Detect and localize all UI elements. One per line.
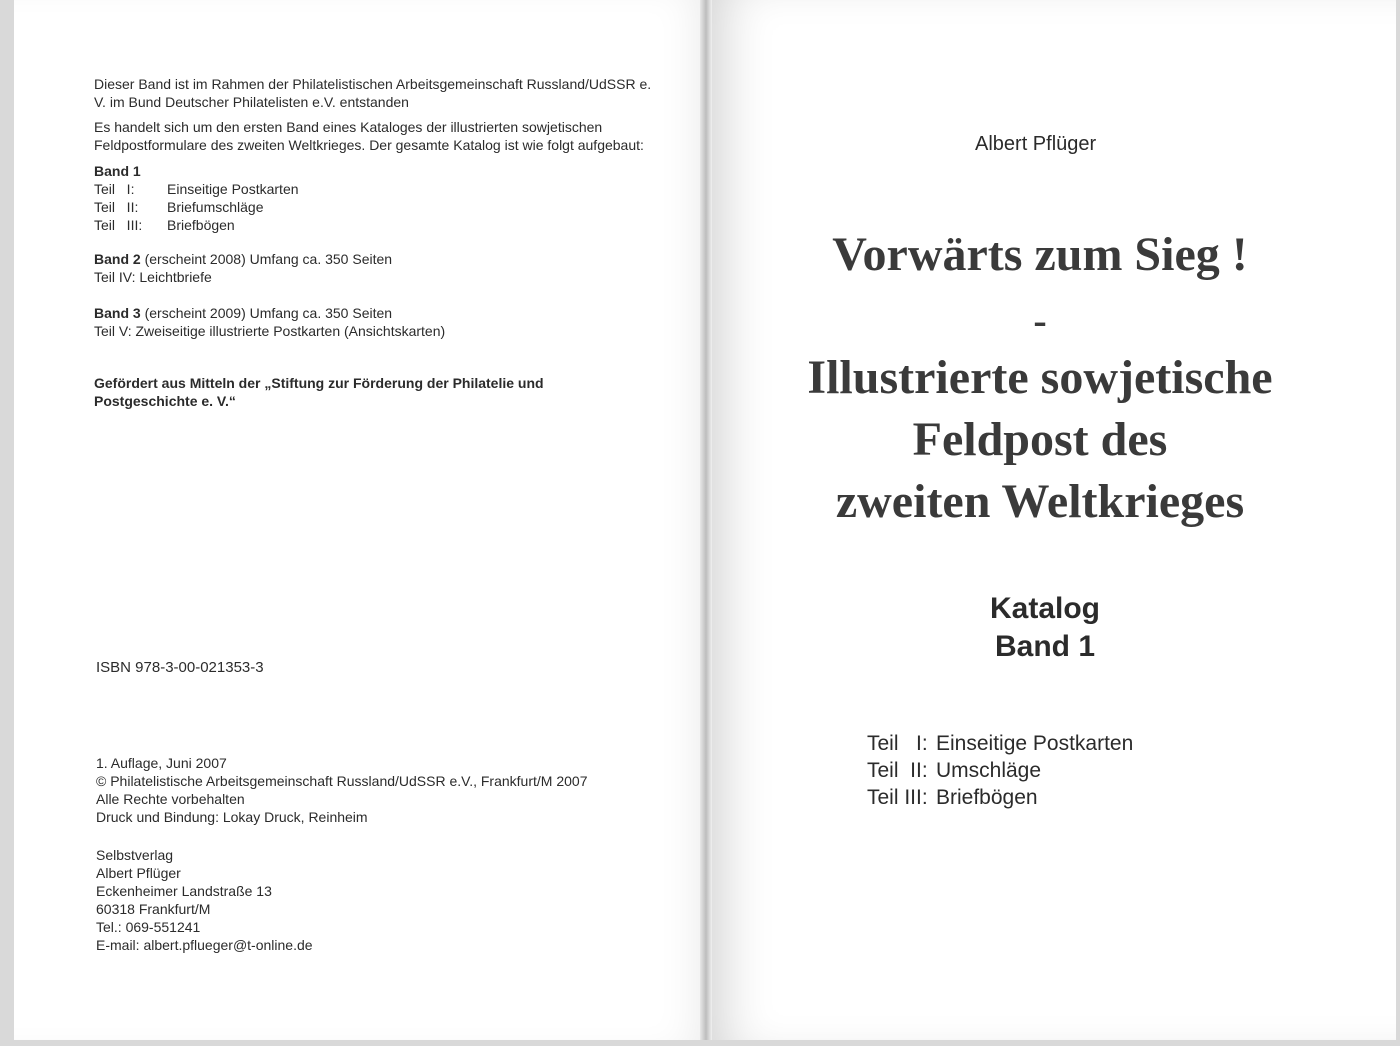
- publisher-line: Selbstverlag: [96, 847, 174, 863]
- part-key: Teil II:: [867, 759, 928, 782]
- part-value: Briefumschläge: [167, 199, 264, 215]
- band1-part-row: [94, 180, 394, 198]
- part-value: Einseitige Postkarten: [167, 181, 299, 197]
- part-key: Teil I:: [94, 181, 135, 197]
- author-name: Albert Pflüger: [975, 133, 1097, 155]
- right-part-row: [867, 784, 1038, 811]
- part-value: Einseitige Postkarten: [936, 732, 1134, 755]
- band1-part-row: [94, 198, 394, 216]
- right-part-row: [867, 757, 1041, 784]
- band1-part-row: [94, 216, 394, 234]
- part-key: Teil III:: [867, 786, 928, 809]
- publisher-block: [96, 846, 496, 954]
- publisher-line: Tel.: 069-551241: [96, 919, 201, 935]
- band3-section: [94, 304, 594, 340]
- band1-heading: Band 1: [94, 163, 141, 179]
- band2-info: (erscheint 2008) Umfang ca. 350 Seiten: [140, 251, 393, 267]
- katalog-label: Katalog: [989, 592, 1100, 625]
- publisher-email[interactable]: E-mail: albert.pflueger@t-online.de: [96, 937, 313, 953]
- imprint-line: Druck und Bindung: Lokay Druck, Reinheim: [96, 809, 368, 825]
- part-value: Briefbögen: [936, 786, 1038, 809]
- band2-section: [94, 250, 594, 286]
- part-value: Briefbögen: [167, 217, 235, 233]
- book-gutter: [700, 0, 712, 1040]
- title-line-4: zweiten Weltkrieges: [835, 475, 1245, 528]
- title-line-3: Feldpost des: [912, 413, 1168, 466]
- band-label: Band 1: [994, 630, 1096, 663]
- publisher-line: 60318 Frankfurt/M: [96, 901, 211, 917]
- part-value: Umschläge: [936, 759, 1042, 782]
- band2-heading: Band 2: [94, 251, 141, 267]
- band3-part: Teil V: Zweiseitige illustrierte Postkarten (Ansichtskarten): [94, 323, 446, 339]
- right-part-row: [867, 730, 1133, 757]
- imprint-line: 1. Auflage, Juni 2007: [96, 755, 227, 771]
- band3-heading: Band 3: [94, 305, 141, 321]
- title-line-1: Vorwärts zum Sieg !: [832, 228, 1248, 281]
- band1-section: [94, 162, 394, 234]
- title-dash: -: [1033, 298, 1047, 343]
- intro-paragraph-1: Dieser Band ist im Rahmen der Philatelistischen Arbeitsgemeinschaft Russland/UdSSR e. V. im Bund Deutscher Philatelisten e.V. entstanden: [94, 76, 652, 110]
- title-line-2: Illustrierte sowjetische: [807, 351, 1273, 404]
- funding-note: Gefördert aus Mitteln der „Stiftung zur Förderung der Philatelie und Postgeschichte e. V.“: [94, 375, 544, 409]
- imprint-line: Alle Rechte vorbehalten: [96, 791, 245, 807]
- band3-info: (erscheint 2009) Umfang ca. 350 Seiten: [140, 305, 393, 321]
- intro-paragraph-2: Es handelt sich um den ersten Band eines Kataloges der illustrierten sowjetischen Feldpostformulare des zweiten Weltkrieges. Der gesamte Katalog ist wie folgt aufgebaut:: [94, 119, 644, 153]
- part-key: Teil II:: [94, 199, 139, 215]
- band2-part: Teil IV: Leichtbriefe: [94, 269, 212, 285]
- imprint-line: © Philatelistische Arbeitsgemeinschaft Russland/UdSSR e.V., Frankfurt/M 2007: [96, 773, 588, 789]
- publisher-line: Eckenheimer Landstraße 13: [96, 883, 272, 899]
- part-key: Teil III:: [94, 217, 143, 233]
- isbn: ISBN 978-3-00-021353-3: [96, 659, 264, 676]
- part-key: Teil I:: [867, 732, 928, 755]
- publisher-line: Albert Pflüger: [96, 865, 181, 881]
- imprint-block: [96, 754, 656, 826]
